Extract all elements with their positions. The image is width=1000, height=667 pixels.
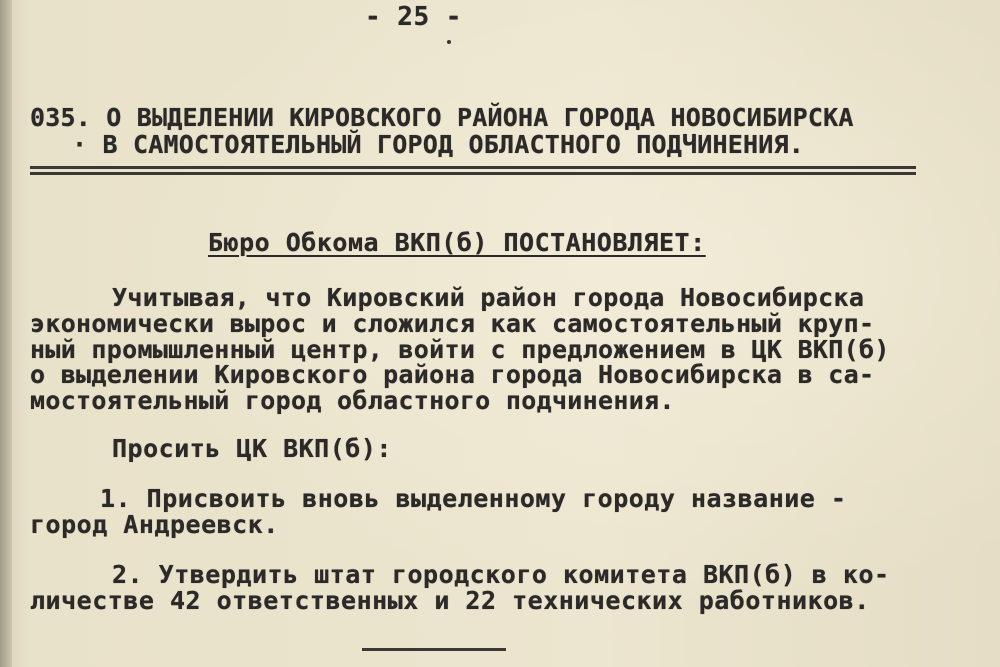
item-1-line-2: город Андреевск. bbox=[30, 510, 279, 539]
page-number: - 25 - bbox=[365, 2, 462, 32]
closing-rule bbox=[362, 648, 506, 651]
item-1-line-1: 1. Присвоить вновь выделенному городу название - bbox=[100, 484, 847, 513]
body-line-3: ный промышленный центр, войти с предложением в ЦК ВКП(б) bbox=[30, 335, 890, 364]
body-line-5: мостоятельный город областного подчинения. bbox=[30, 386, 675, 415]
ink-speck bbox=[447, 40, 451, 44]
page-left-edge bbox=[0, 0, 12, 667]
body-line-4: о выделении Кировского района города Новосибирска в са- bbox=[30, 360, 875, 389]
title-rule-bottom bbox=[30, 172, 916, 175]
item-2-line-2: личестве 42 ответственных и 22 технических работников. bbox=[30, 586, 870, 615]
title-rule-top bbox=[30, 166, 916, 169]
body-line-2: экономически вырос и сложился как самостоятельный круп- bbox=[30, 309, 875, 338]
item-2-line-1: 2. Утвердить штат городского комитета ВКП(б) в ко- bbox=[112, 560, 890, 589]
body-line-1: Учитывая, что Кировский район города Новосибирска bbox=[112, 283, 865, 312]
document-title-line-2: · В САМОСТОЯТЕЛЬНЫЙ ГОРОД ОБЛАСТНОГО ПОДЧИНЕНИЯ. bbox=[72, 130, 805, 159]
document-title-line-1: 035. О ВЫДЕЛЕНИИ КИРОВСКОГО РАЙОНА ГОРОДА НОВОСИБИРСКА bbox=[30, 103, 854, 132]
resolution-heading: Бюро Обкома ВКП(б) ПОСТАНОВЛЯЕТ: bbox=[208, 228, 706, 257]
request-line: Просить ЦК ВКП(б): bbox=[112, 434, 392, 463]
